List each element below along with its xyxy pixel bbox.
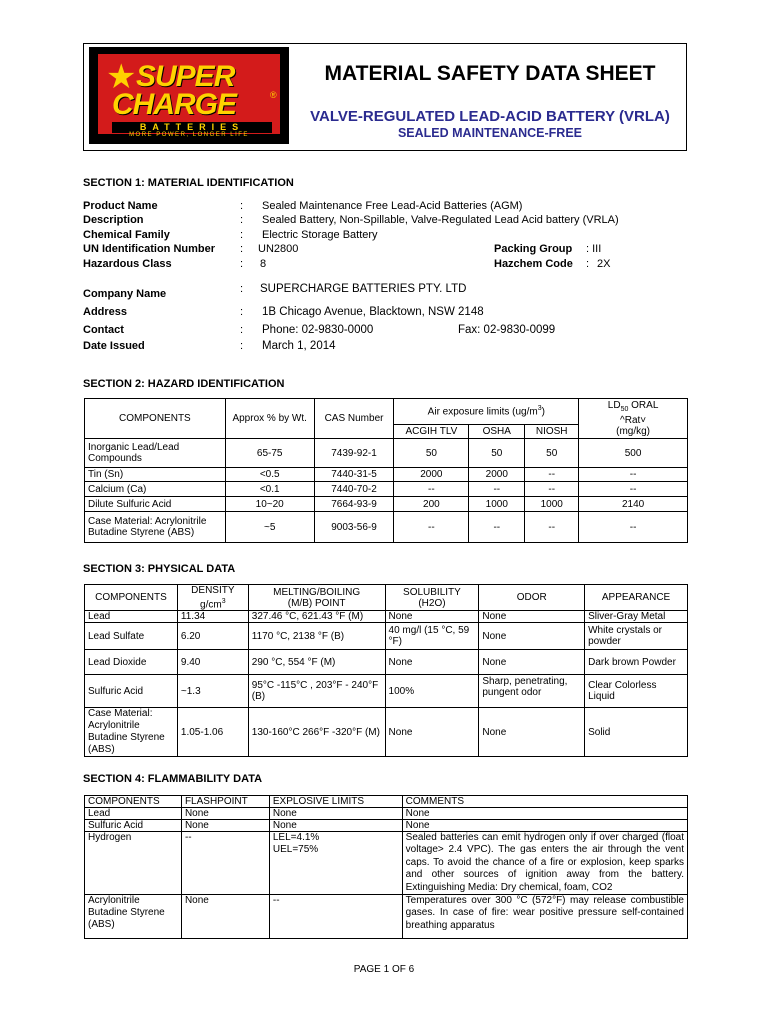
table-row	[85, 820, 688, 832]
address-value: 1B Chicago Avenue, Blacktown, NSW 2148	[262, 306, 484, 318]
colon: :	[240, 283, 244, 295]
cell: Calcium (Ca)	[85, 482, 226, 497]
table-row	[85, 708, 688, 757]
table-row	[85, 675, 688, 708]
col-acgih: ACGIH TLV	[394, 425, 469, 439]
colon: :	[240, 340, 244, 352]
cell: 65-75	[225, 439, 314, 468]
cell: 95°C -115°C , 203°F - 240°F (B)	[248, 675, 385, 708]
col-osha: OSHA	[469, 425, 525, 439]
col-appearance: APPEARANCE	[585, 585, 688, 611]
cell: 327.46 °C, 621.43 °F (M)	[248, 611, 385, 623]
cell: 200	[394, 497, 469, 512]
cell: Dark brown Powder	[585, 650, 688, 675]
table-row	[85, 623, 688, 650]
cell: None	[181, 895, 269, 939]
cell: Clear Colorless Liquid	[585, 675, 688, 708]
cell: None	[385, 611, 479, 623]
cell: Lead	[85, 611, 178, 623]
cell: Lead Dioxide	[85, 650, 178, 675]
colon: :	[586, 258, 590, 270]
cell: 500	[579, 439, 688, 468]
col-niosh: NIOSH	[525, 425, 579, 439]
cell: Tin (Sn)	[85, 468, 226, 482]
air-label: Air exposure limits (ug/m	[427, 406, 538, 418]
table-row	[85, 497, 688, 512]
table-row	[85, 832, 688, 895]
cell: --	[394, 512, 469, 543]
table-row	[85, 512, 688, 543]
cell: 6.20	[177, 623, 248, 650]
product-name-value: Sealed Maintenance Free Lead-Acid Batteries (AGM)	[262, 200, 523, 212]
hazchem-code-label: Hazchem Code	[494, 258, 573, 270]
cell: None	[269, 820, 402, 832]
product-name-label: Product Name	[83, 200, 158, 212]
page-number: PAGE 1 OF 6	[353, 964, 415, 975]
col-cas: CAS Number	[314, 399, 394, 439]
packing-group-value: : III	[586, 243, 602, 255]
packing-group-label: Packing Group	[494, 243, 573, 255]
cell: 1000	[469, 497, 525, 512]
document-title: MATERIAL SAFETY DATA SHEET	[324, 62, 656, 85]
solubility-label: SOLUBILITY	[403, 586, 461, 598]
cell: 7439-92-1	[314, 439, 394, 468]
section3-heading: SECTION 3: PHYSICAL DATA	[83, 563, 236, 575]
cell: None	[385, 708, 479, 757]
section2-heading: SECTION 2: HAZARD IDENTIFICATION	[83, 378, 285, 390]
cell: Case Material: Acrylonitrile Butadine Styrene (ABS)	[85, 512, 226, 543]
date-issued-label: Date Issued	[83, 340, 145, 352]
un-number-value: UN2800	[258, 243, 299, 255]
density-sup: 3	[221, 598, 226, 605]
cell: Sealed batteries can emit hydrogen only if over charged (float voltage> 2.4 VPC). The gas enters the air through the vent caps. To avoid the chance of a fire or explosion, keep sparks and other sources of ignition away from the battery. Extinguishing Media: Dry chemical, foam, CO2	[402, 832, 687, 895]
section1-heading: SECTION 1: MATERIAL IDENTIFICATION	[83, 177, 294, 189]
physical-data-table	[84, 584, 688, 757]
cell: LEL=4.1% UEL=75%	[269, 832, 402, 895]
table-row	[85, 611, 688, 623]
cell: Sliver-Gray Metal	[585, 611, 688, 623]
chemical-family-value: Electric Storage Battery	[262, 229, 378, 241]
odor-text: Sharp, penetrating, pungent odor	[482, 676, 568, 699]
table-row	[85, 650, 688, 675]
colon: :	[240, 229, 244, 241]
cell: --	[469, 482, 525, 497]
table-row	[85, 468, 688, 482]
cell: None	[402, 808, 687, 820]
company-name-value: SUPERCHARGE BATTERIES PTY. LTD	[260, 283, 467, 295]
cell: --	[525, 468, 579, 482]
density-label: DENSITY	[191, 585, 235, 596]
document-subtitle-2: SEALED MAINTENANCE-FREE	[397, 126, 583, 140]
cell: Inorganic Lead/Lead Compounds	[85, 439, 226, 468]
logo-registered-mark: ®	[270, 90, 277, 100]
cell: 7440-31-5	[314, 468, 394, 482]
air-sup: 3	[537, 405, 542, 413]
cell: 2000	[394, 468, 469, 482]
col-melting	[248, 585, 385, 611]
cell: None	[402, 820, 687, 832]
cell: 50	[394, 439, 469, 468]
cell: Solid	[585, 708, 688, 757]
air-close: )	[541, 406, 545, 418]
cell	[479, 675, 585, 708]
document-subtitle: VALVE-REGULATED LEAD-ACID BATTERY (VRLA)	[310, 108, 670, 125]
colon: :	[240, 200, 244, 212]
solubility-label-2: (H2O)	[418, 597, 446, 609]
cell: White crystals or powder	[585, 623, 688, 650]
cell: 1000	[525, 497, 579, 512]
cell: --	[579, 482, 688, 497]
cell: 7440-70-2	[314, 482, 394, 497]
col-density	[177, 585, 248, 611]
section4-heading: SECTION 4: FLAMMABILITY DATA	[83, 773, 263, 785]
cell: 9.40	[177, 650, 248, 675]
cell: None	[181, 808, 269, 820]
cell: ~5	[225, 512, 314, 543]
logo-line2: CHARGE	[112, 88, 237, 121]
cell: 100%	[385, 675, 479, 708]
supercharge-logo	[89, 47, 289, 144]
colon: :	[240, 243, 244, 255]
logo-tagline: MORE POWER, LONGER LIFE	[129, 132, 249, 138]
cell: --	[525, 482, 579, 497]
table-row	[85, 808, 688, 820]
logo-panel	[98, 54, 280, 134]
cell: None	[479, 650, 585, 675]
ld50-sub: 50	[620, 406, 629, 413]
company-name-label: Company Name	[83, 288, 167, 300]
cell: --	[579, 512, 688, 543]
col-air-exposure	[394, 399, 579, 425]
cell: Temperatures over 300 °C (572°F) may release combustible gases. In case of fire: wear positive pressure self-contained breathing apparatus	[402, 895, 687, 939]
cell: --	[469, 512, 525, 543]
cell: 130-160°C 266°F -320°F (M)	[248, 708, 385, 757]
cell: Sulfuric Acid	[85, 820, 182, 832]
col-ld50	[579, 399, 688, 439]
cell: 7664-93-9	[314, 497, 394, 512]
ld50-rat: ^Rat˅	[620, 415, 647, 426]
ld50-b: ORAL	[628, 400, 659, 411]
table-row	[85, 895, 688, 939]
contact-fax: Fax: 02-9830-0099	[458, 324, 556, 336]
cell: --	[269, 895, 402, 939]
cell: 40 mg/l (15 °C, 59 °F)	[385, 623, 479, 650]
cell: None	[269, 808, 402, 820]
cell: None	[479, 611, 585, 623]
col-flashpoint: FLASHPOINT	[181, 796, 269, 808]
cell: Lead Sulfate	[85, 623, 178, 650]
chemical-family-label: Chemical Family	[83, 229, 170, 241]
cell: Acrylonitrile Butadine Styrene (ABS)	[85, 895, 182, 939]
cell: --	[181, 832, 269, 895]
melting-label-2: (M/B) POINT	[287, 597, 346, 609]
hazchem-code-value: 2X	[597, 258, 611, 270]
cell: --	[579, 468, 688, 482]
cell: Dilute Sulfuric Acid	[85, 497, 226, 512]
cell: ~1.3	[177, 675, 248, 708]
cell: 10~20	[225, 497, 314, 512]
cell: 50	[469, 439, 525, 468]
cell: Hydrogen	[85, 832, 182, 895]
col-components: COMPONENTS	[85, 585, 178, 611]
address-label: Address	[83, 306, 128, 318]
cell: 1170 °C, 2138 °F (B)	[248, 623, 385, 650]
colon: :	[240, 324, 244, 336]
cell: Case Material: Acrylonitrile Butadine Styrene (ABS)	[85, 708, 178, 757]
cell: None	[385, 650, 479, 675]
cell: Sulfuric Acid	[85, 675, 178, 708]
cell: 11.34	[177, 611, 248, 623]
col-comments: COMMENTS	[402, 796, 687, 808]
colon: :	[240, 258, 244, 270]
cell: None	[181, 820, 269, 832]
colon: :	[240, 306, 244, 318]
cell: 290 °C, 554 °F (M)	[248, 650, 385, 675]
flammability-table	[84, 795, 688, 939]
cell: --	[525, 512, 579, 543]
melting-label: MELTING/BOILING	[273, 586, 361, 598]
description-label: Description	[83, 214, 144, 226]
hazard-class-label: Hazardous Class	[83, 258, 172, 270]
hazard-table	[84, 398, 688, 543]
table-row	[85, 482, 688, 497]
un-number-label: UN Identification Number	[83, 243, 216, 255]
density-unit: g/cm	[200, 599, 222, 611]
description-value: Sealed Battery, Non-Spillable, Valve-Regulated Lead Acid battery (VRLA)	[262, 214, 619, 226]
col-approx: Approx % by Wt.	[225, 399, 314, 439]
cell: 2000	[469, 468, 525, 482]
table-row	[85, 439, 688, 468]
cell: None	[479, 623, 585, 650]
col-solubility	[385, 585, 479, 611]
colon: :	[240, 214, 244, 226]
col-components: COMPONENTS	[85, 399, 226, 439]
cell: 9003-56-9	[314, 512, 394, 543]
ld50-a: LD	[607, 400, 621, 411]
col-explosive-limits: EXPLOSIVE LIMITS	[269, 796, 402, 808]
col-components: COMPONENTS	[85, 796, 182, 808]
cell: 2140	[579, 497, 688, 512]
ld50-unit: (mg/kg)	[616, 426, 651, 437]
hazard-class-value: 8	[260, 258, 267, 270]
cell: --	[394, 482, 469, 497]
cell: 1.05-1.06	[177, 708, 248, 757]
contact-label: Contact	[83, 324, 124, 336]
cell: 50	[525, 439, 579, 468]
cell: Lead	[85, 808, 182, 820]
cell: None	[479, 708, 585, 757]
date-issued-value: March 1, 2014	[262, 340, 336, 352]
cell: <0.5	[225, 468, 314, 482]
logo-line1: SUPER	[136, 60, 235, 93]
logo-batteries: BATTERIES	[112, 122, 272, 133]
contact-phone: Phone: 02-9830-0000	[262, 324, 374, 336]
star-icon: ★	[106, 58, 137, 96]
cell: <0.1	[225, 482, 314, 497]
col-odor: ODOR	[479, 585, 585, 611]
